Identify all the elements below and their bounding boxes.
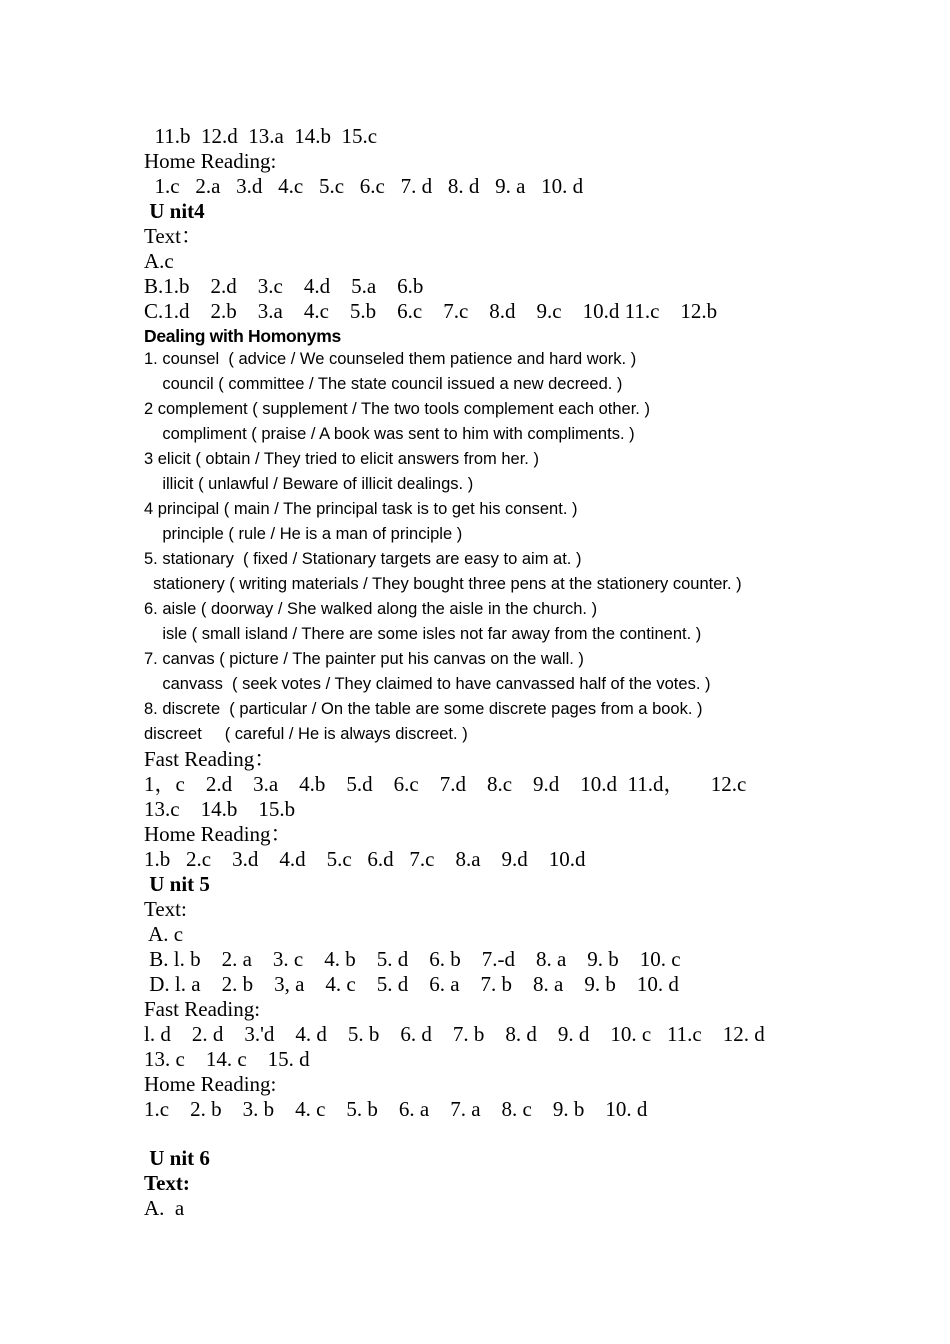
homonym-line: 6. aisle ( doorway / She walked along the aisle in the church. ) — [144, 600, 598, 618]
fast-reading-heading: Fast Reading: — [144, 997, 261, 1021]
home-reading-heading: Home Reading: — [144, 149, 277, 173]
homonym-line: 5. stationary ( fixed / Stationary targets are easy to aim at. ) — [144, 550, 582, 568]
homonym-line: stationery ( writing materials / They bought three pens at the stationery counter. ) — [144, 575, 742, 593]
text-a-answers: A. a — [144, 1196, 185, 1220]
homonym-line: isle ( small island / There are some isles not far away from the continent. ) — [144, 625, 702, 643]
text-heading: Text: — [144, 897, 187, 921]
unit3-text-c-answers-cont: 11.b 12.d 13.a 14.b 15.c — [144, 124, 378, 148]
homonyms-heading: Dealing with Homonyms — [144, 326, 341, 346]
homonym-line: canvass ( seek votes / They claimed to have canvassed half of the votes. ) — [144, 675, 711, 693]
home-reading-answers: 1.b 2.c 3.d 4.d 5.c 6.d 7.c 8.a 9.d 10.d — [144, 847, 586, 871]
homonym-line: 8. discrete ( particular / On the table are some discrete pages from a book. ) — [144, 700, 703, 718]
text-b-answers: B. l. b 2. a 3. c 4. b 5. d 6. b 7.-d 8. a 9. b 10. c — [144, 947, 681, 971]
home-reading-heading: Home Reading: — [144, 1072, 277, 1096]
homonym-line: council ( committee / The state council issued a new decreed. ) — [144, 375, 623, 393]
text-heading: Text: — [144, 1171, 190, 1195]
fast-reading-answers-cont: 13.c 14.b 15.b — [144, 797, 296, 821]
text-a-answers: A.c — [144, 249, 174, 273]
text-a-answers: A. c — [144, 922, 184, 946]
homonym-line: discreet ( careful / He is always discreet. ) — [144, 725, 468, 743]
homonym-line: 4 principal ( main / The principal task is to get his consent. ) — [144, 500, 578, 518]
homonym-line: compliment ( praise / A book was sent to him with compliments. ) — [144, 425, 635, 443]
homonym-line: illicit ( unlawful / Beware of illicit dealings. ) — [144, 475, 474, 493]
fast-reading-answers: l. d 2. d 3.'d 4. d 5. b 6. d 7. b 8. d 9. d 10. c 11.c 12. d — [144, 1022, 765, 1046]
fast-reading-heading: Fast Reading： — [144, 747, 276, 771]
homonym-line: 7. canvas ( picture / The painter put his canvas on the wall. ) — [144, 650, 584, 668]
home-reading-answers: 1.c 2.a 3.d 4.c 5.c 6.c 7. d 8. d 9. a 10. d — [144, 174, 584, 198]
text-c-answers: C.1.d 2.b 3.a 4.c 5.b 6.c 7.c 8.d 9.c 10.d 11.c 12.b — [144, 299, 718, 323]
home-reading-heading: Home Reading： — [144, 822, 292, 846]
unit4-heading: U nit4 — [144, 199, 205, 223]
homonym-line: 1. counsel ( advice / We counseled them patience and hard work. ) — [144, 350, 637, 368]
homonym-line: 3 elicit ( obtain / They tried to elicit answers from her. ) — [144, 450, 539, 468]
homonym-line: principle ( rule / He is a man of principle ) — [144, 525, 463, 543]
text-heading: Text： — [144, 224, 203, 248]
fast-reading-answers: 1，c 2.d 3.a 4.b 5.d 6.c 7.d 8.c 9.d 10.d 11.d， 12.c — [144, 772, 747, 796]
unit6-heading: U nit 6 — [144, 1146, 210, 1170]
text-d-answers: D. l. a 2. b 3, a 4. c 5. d 6. a 7. b 8. a 9. b 10. d — [144, 972, 679, 996]
unit5-heading: U nit 5 — [144, 872, 210, 896]
text-b-answers: B.1.b 2.d 3.c 4.d 5.a 6.b — [144, 274, 424, 298]
homonym-line: 2 complement ( supplement / The two tools complement each other. ) — [144, 400, 650, 418]
fast-reading-answers-cont: 13. c 14. c 15. d — [144, 1047, 310, 1071]
home-reading-answers: 1.c 2. b 3. b 4. c 5. b 6. a 7. a 8. c 9. b 10. d — [144, 1097, 648, 1121]
